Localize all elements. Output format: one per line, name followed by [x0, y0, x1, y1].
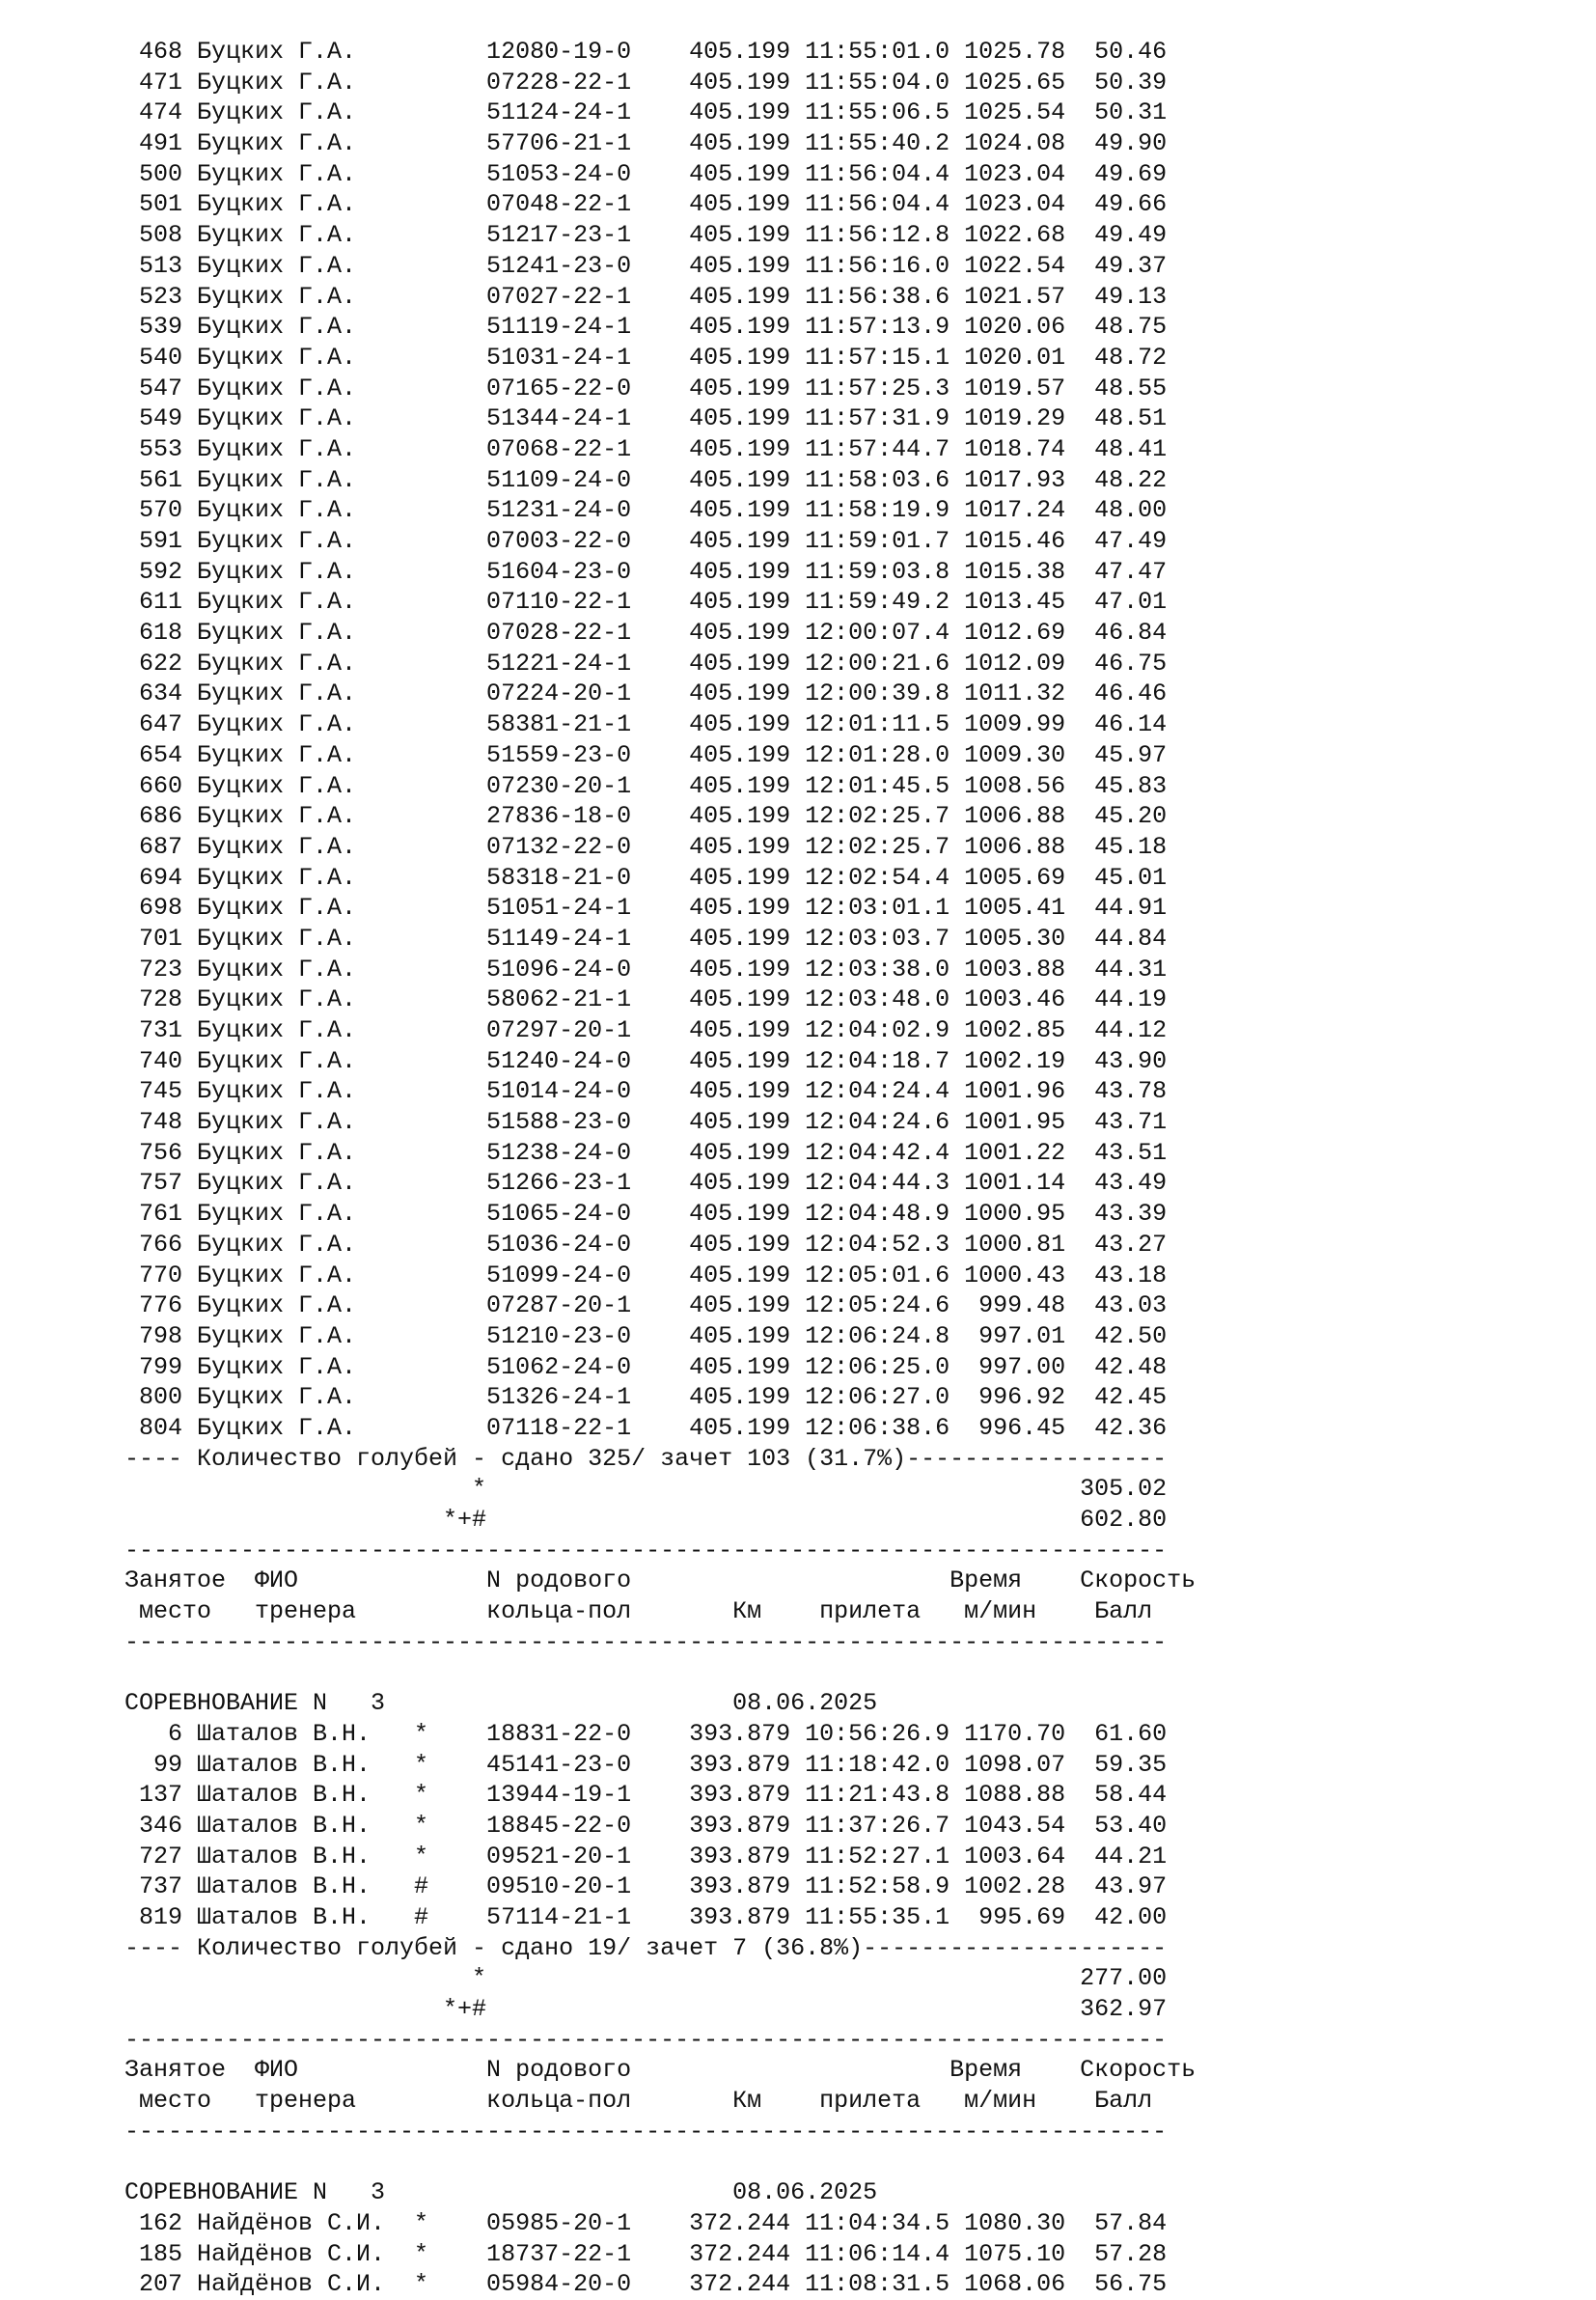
- result-row: 491 Буцких Г.А. 57706-21-1 405.199 11:55:40.2 1024.08 49.90: [124, 129, 1168, 158]
- results-report: [124, 37, 1591, 2300]
- result-row: 634 Буцких Г.А. 07224-20-1 405.199 12:00:39.8 1011.32 46.46: [124, 679, 1168, 708]
- result-row: 570 Буцких Г.А. 51231-24-0 405.199 11:58:19.9 1017.24 48.00: [124, 496, 1168, 525]
- result-row: 647 Буцких Г.А. 58381-21-1 405.199 12:01:11.5 1009.99 46.14: [124, 710, 1168, 739]
- result-row: 346 Шаталов В.Н. * 18845-22-0 393.879 11:37:26.7 1043.54 53.40: [124, 1811, 1168, 1840]
- result-row: 800 Буцких Г.А. 51326-24-1 405.199 12:06:27.0 996.92 42.45: [124, 1383, 1168, 1412]
- total-line: * 305.02: [124, 1475, 1168, 1504]
- result-row: 766 Буцких Г.А. 51036-24-0 405.199 12:04:52.3 1000.81 43.27: [124, 1230, 1168, 1259]
- result-row: 523 Буцких Г.А. 07027-22-1 405.199 11:56:38.6 1021.57 49.13: [124, 282, 1168, 311]
- competition-title: СОРЕВНОВАНИЕ N 3 08.06.2025: [124, 2178, 878, 2207]
- result-row: 756 Буцких Г.А. 51238-24-0 405.199 12:04:42.4 1001.22 43.51: [124, 1138, 1168, 1167]
- result-row: 731 Буцких Г.А. 07297-20-1 405.199 12:04:02.9 1002.85 44.12: [124, 1016, 1168, 1044]
- result-row: 654 Буцких Г.А. 51559-23-0 405.199 12:01:28.0 1009.30 45.97: [124, 740, 1168, 769]
- result-row: 539 Буцких Г.А. 51119-24-1 405.199 11:57:13.9 1020.06 48.75: [124, 313, 1168, 342]
- result-row: 799 Буцких Г.А. 51062-24-0 405.199 12:06:25.0 997.00 42.48: [124, 1352, 1168, 1381]
- result-row: 162 Найдёнов С.И. * 05985-20-1 372.244 11:04:34.5 1080.30 57.84: [124, 2208, 1168, 2237]
- result-row: 547 Буцких Г.А. 07165-22-0 405.199 11:57:25.3 1019.57 48.55: [124, 374, 1168, 402]
- result-row: 727 Шаталов В.Н. * 09521-20-1 393.879 11:52:27.1 1003.64 44.21: [124, 1842, 1168, 1870]
- result-row: 687 Буцких Г.А. 07132-22-0 405.199 12:02:25.7 1006.88 45.18: [124, 832, 1168, 861]
- summary-line: ---- Количество голубей - сдано 325/ зачет 103 (31.7%)------------------: [124, 1444, 1168, 1473]
- divider: ------------------------------------------------------------------------: [124, 1536, 1168, 1565]
- result-row: 804 Буцких Г.А. 07118-22-1 405.199 12:06:38.6 996.45 42.36: [124, 1413, 1168, 1442]
- result-row: 748 Буцких Г.А. 51588-23-0 405.199 12:04:24.6 1001.95 43.71: [124, 1108, 1168, 1137]
- result-row: 99 Шаталов В.Н. * 45141-23-0 393.879 11:18:42.0 1098.07 59.35: [124, 1750, 1168, 1779]
- result-row: 740 Буцких Г.А. 51240-24-0 405.199 12:04:18.7 1002.19 43.90: [124, 1046, 1168, 1075]
- total-line: * 277.00: [124, 1964, 1168, 1993]
- result-row: 6 Шаталов В.Н. * 18831-22-0 393.879 10:56:26.9 1170.70 61.60: [124, 1719, 1168, 1748]
- summary-line: ---- Количество голубей - сдано 19/ зачет 7 (36.8%)---------------------: [124, 1933, 1168, 1962]
- result-row: 757 Буцких Г.А. 51266-23-1 405.199 12:04:44.3 1001.14 43.49: [124, 1169, 1168, 1198]
- result-row: 553 Буцких Г.А. 07068-22-1 405.199 11:57:44.7 1018.74 48.41: [124, 434, 1168, 463]
- table-header-line1: Занятое ФИО N родового Время Скорость: [124, 1566, 1197, 1595]
- result-row: 728 Буцких Г.А. 58062-21-1 405.199 12:03:48.0 1003.46 44.19: [124, 985, 1168, 1014]
- result-row: 500 Буцких Г.А. 51053-24-0 405.199 11:56:04.4 1023.04 49.69: [124, 159, 1168, 188]
- result-row: 701 Буцких Г.А. 51149-24-1 405.199 12:03:03.7 1005.30 44.84: [124, 924, 1168, 953]
- result-row: 611 Буцких Г.А. 07110-22-1 405.199 11:59:49.2 1013.45 47.01: [124, 588, 1168, 617]
- total-line: *+# 362.97: [124, 1995, 1168, 2023]
- result-row: 540 Буцких Г.А. 51031-24-1 405.199 11:57:15.1 1020.01 48.72: [124, 343, 1168, 372]
- result-row: 761 Буцких Г.А. 51065-24-0 405.199 12:04:48.9 1000.95 43.39: [124, 1200, 1168, 1229]
- result-row: 618 Буцких Г.А. 07028-22-1 405.199 12:00:07.4 1012.69 46.84: [124, 619, 1168, 648]
- result-row: 549 Буцких Г.А. 51344-24-1 405.199 11:57:31.9 1019.29 48.51: [124, 404, 1168, 433]
- result-row: 686 Буцких Г.А. 27836-18-0 405.199 12:02:25.7 1006.88 45.20: [124, 802, 1168, 831]
- divider: ------------------------------------------------------------------------: [124, 2025, 1168, 2054]
- competition-title: СОРЕВНОВАНИЕ N 3 08.06.2025: [124, 1689, 878, 1718]
- result-row: 770 Буцких Г.А. 51099-24-0 405.199 12:05:01.6 1000.43 43.18: [124, 1261, 1168, 1289]
- result-row: 137 Шаталов В.Н. * 13944-19-1 393.879 11:21:43.8 1088.88 58.44: [124, 1781, 1168, 1810]
- total-line: *+# 602.80: [124, 1506, 1168, 1534]
- table-header-line2: место тренера кольца-пол Км прилета м/мин Балл: [124, 1597, 1153, 1626]
- divider: ------------------------------------------------------------------------: [124, 1627, 1168, 1656]
- result-row: 622 Буцких Г.А. 51221-24-1 405.199 12:00:21.6 1012.09 46.75: [124, 649, 1168, 678]
- blank-line: [124, 1657, 1591, 1688]
- result-row: 207 Найдёнов С.И. * 05984-20-0 372.244 11:08:31.5 1068.06 56.75: [124, 2270, 1168, 2299]
- report-page: [124, 37, 1591, 2299]
- result-row: 723 Буцких Г.А. 51096-24-0 405.199 12:03:38.0 1003.88 44.31: [124, 955, 1168, 984]
- result-row: 798 Буцких Г.А. 51210-23-0 405.199 12:06:24.8 997.01 42.50: [124, 1321, 1168, 1350]
- result-row: 819 Шаталов В.Н. # 57114-21-1 393.879 11:55:35.1 995.69 42.00: [124, 1902, 1168, 1931]
- result-row: 698 Буцких Г.А. 51051-24-1 405.199 12:03:01.1 1005.41 44.91: [124, 894, 1168, 923]
- blank-line: [124, 2147, 1591, 2177]
- result-row: 776 Буцких Г.А. 07287-20-1 405.199 12:05:24.6 999.48 43.03: [124, 1291, 1168, 1320]
- result-row: 660 Буцких Г.А. 07230-20-1 405.199 12:01:45.5 1008.56 45.83: [124, 771, 1168, 800]
- result-row: 513 Буцких Г.А. 51241-23-0 405.199 11:56:16.0 1022.54 49.37: [124, 251, 1168, 280]
- result-row: 694 Буцких Г.А. 58318-21-0 405.199 12:02:54.4 1005.69 45.01: [124, 863, 1168, 892]
- result-row: 561 Буцких Г.А. 51109-24-0 405.199 11:58:03.6 1017.93 48.22: [124, 465, 1168, 494]
- result-row: 474 Буцких Г.А. 51124-24-1 405.199 11:55:06.5 1025.54 50.31: [124, 98, 1168, 127]
- result-row: 745 Буцких Г.А. 51014-24-0 405.199 12:04:24.4 1001.96 43.78: [124, 1077, 1168, 1106]
- result-row: 501 Буцких Г.А. 07048-22-1 405.199 11:56:04.4 1023.04 49.66: [124, 190, 1168, 219]
- result-row: 737 Шаталов В.Н. # 09510-20-1 393.879 11:52:58.9 1002.28 43.97: [124, 1872, 1168, 1901]
- result-row: 468 Буцких Г.А. 12080-19-0 405.199 11:55:01.0 1025.78 50.46: [124, 38, 1168, 66]
- result-row: 508 Буцких Г.А. 51217-23-1 405.199 11:56:12.8 1022.68 49.49: [124, 221, 1168, 250]
- table-header-line1: Занятое ФИО N родового Время Скорость: [124, 2056, 1197, 2085]
- result-row: 592 Буцких Г.А. 51604-23-0 405.199 11:59:03.8 1015.38 47.47: [124, 557, 1168, 586]
- result-row: 471 Буцких Г.А. 07228-22-1 405.199 11:55:04.0 1025.65 50.39: [124, 68, 1168, 97]
- result-row: 185 Найдёнов С.И. * 18737-22-1 372.244 11:06:14.4 1075.10 57.28: [124, 2239, 1168, 2268]
- result-row: 591 Буцких Г.А. 07003-22-0 405.199 11:59:01.7 1015.46 47.49: [124, 527, 1168, 555]
- table-header-line2: место тренера кольца-пол Км прилета м/мин Балл: [124, 2087, 1153, 2116]
- divider: ------------------------------------------------------------------------: [124, 2117, 1168, 2146]
